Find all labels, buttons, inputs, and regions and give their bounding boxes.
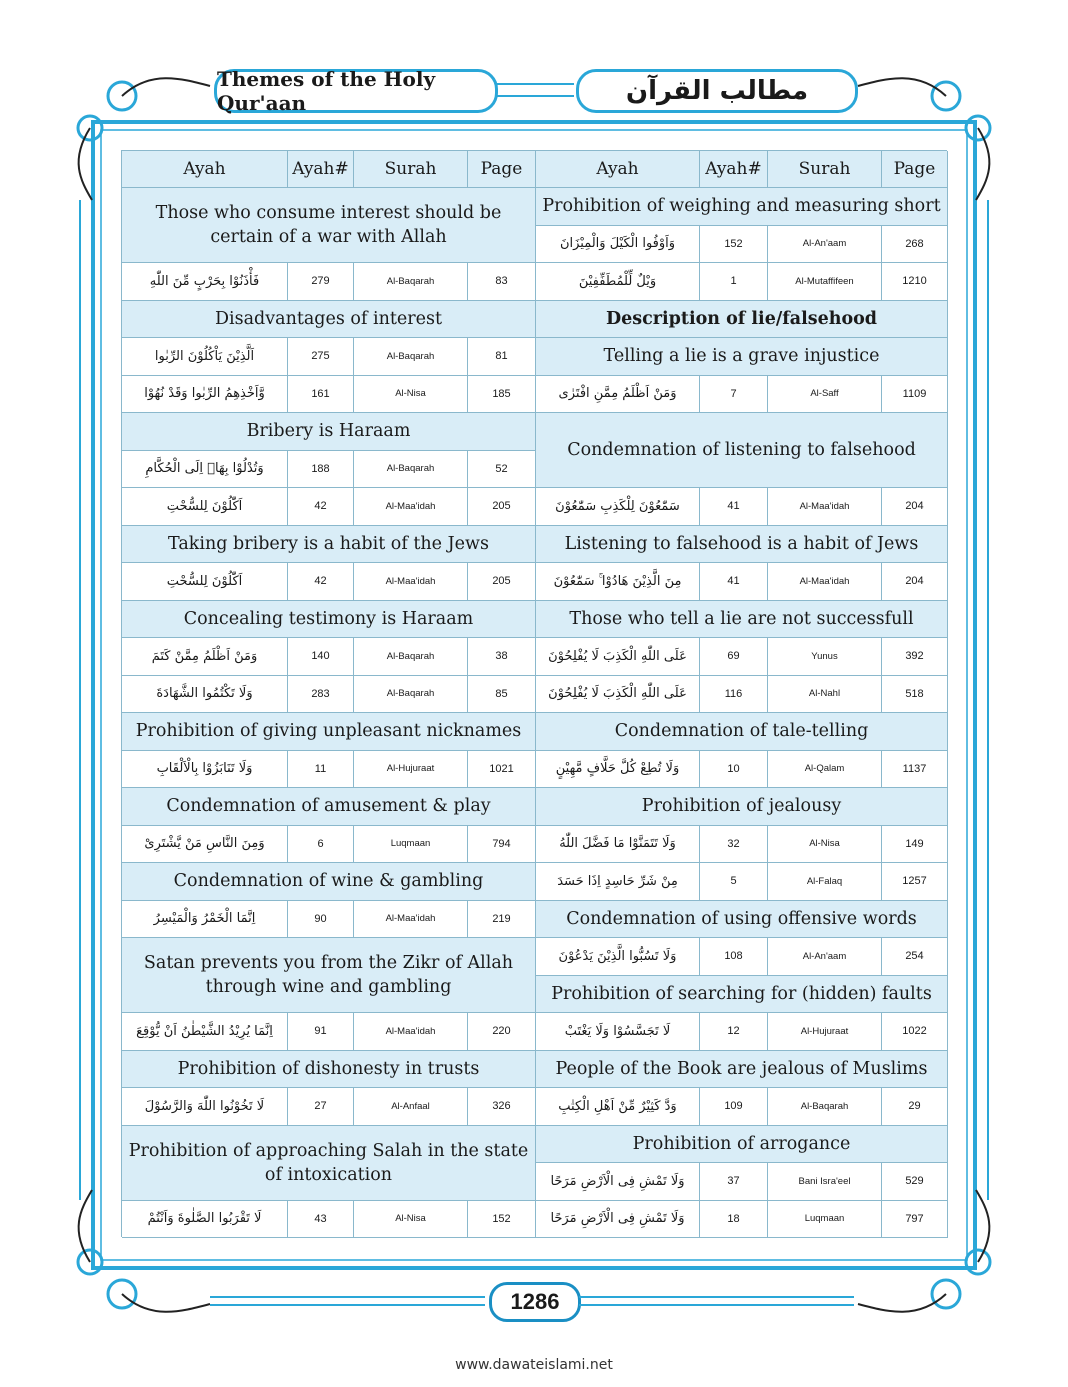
column-header-surah: Surah <box>354 151 468 188</box>
surah-name: Al-Nisa <box>768 826 882 864</box>
surah-name: Bani Isra'eel <box>768 1163 882 1201</box>
ayah-text: وَمَنْ اَظْلَمُ مِمَّنْ كَتَمَ <box>122 638 288 676</box>
page-ref: 83 <box>468 263 536 301</box>
section-heading: Condemnation of wine & gambling <box>122 863 536 901</box>
ayah-number: 69 <box>700 638 768 676</box>
section-heading: Bribery is Haraam <box>122 413 536 451</box>
ayah-number: 1 <box>700 263 768 301</box>
section-heading: Condemnation of tale-telling <box>536 713 948 751</box>
section-heading: Those who tell a lie are not successfull <box>536 601 948 639</box>
ayah-number: 275 <box>288 338 354 376</box>
surah-name: Al-Hujuraat <box>768 1013 882 1051</box>
page-ref: 149 <box>882 826 948 864</box>
page-ref: 529 <box>882 1163 948 1201</box>
surah-name: Al-Mutaffifeen <box>768 263 882 301</box>
ayah-text: اَكّٰلُوْنَ لِلسُّحْتِ <box>122 563 288 601</box>
ayah-number: 283 <box>288 676 354 714</box>
ayah-number: 43 <box>288 1201 354 1239</box>
ayah-text: لَا تَقْرَبُوا الصَّلٰوةَ وَاَنْتُمْ <box>122 1201 288 1239</box>
surah-name: Al-Baqarah <box>768 1088 882 1126</box>
column-header-page: Page <box>882 151 948 188</box>
section-heading: Description of lie/falsehood <box>536 301 948 339</box>
section-heading: Condemnation of amusement & play <box>122 788 536 826</box>
page-ref: 268 <box>882 226 948 264</box>
section-heading: Condemnation of listening to falsehood <box>536 413 948 488</box>
page-ref: 204 <box>882 563 948 601</box>
title-english: Themes of the Holy Qur'aan <box>214 69 498 113</box>
ayah-number: 152 <box>700 226 768 264</box>
surah-name: Al-Maa'idah <box>354 901 468 939</box>
surah-name: Al-Baqarah <box>354 263 468 301</box>
column-header-ayah-no: Ayah# <box>288 151 354 188</box>
ayah-text: وَلَا تَمْشِ فِی الْاَرْضِ مَرَحًا <box>536 1201 700 1239</box>
page-ref: 794 <box>468 826 536 864</box>
section-heading: People of the Book are jealous of Muslims <box>536 1051 948 1089</box>
ayah-number: 5 <box>700 863 768 901</box>
ayah-text: وَدَّ كَثِیْرٌ مِّنْ اَهْلِ الْكِتٰبِ <box>536 1088 700 1126</box>
section-heading: Telling a lie is a grave injustice <box>536 338 948 376</box>
surah-name: Al-Baqarah <box>354 676 468 714</box>
ayah-text: اَكّٰلُوْنَ لِلسُّحْتِ <box>122 488 288 526</box>
title-urdu: مطالب القرآن <box>576 69 858 113</box>
page-ref: 152 <box>468 1201 536 1239</box>
ayah-number: 41 <box>700 563 768 601</box>
page-ref: 326 <box>468 1088 536 1126</box>
ayah-text: لَا تَجَسَّسُوْا وَلَا یَغْتَبْ <box>536 1013 700 1051</box>
ayah-text: وَتُدْلُوْا بِهَاۤ اِلَى الْحُكَّامِ <box>122 451 288 489</box>
surah-name: Al-Nisa <box>354 1201 468 1239</box>
ayah-number: 12 <box>700 1013 768 1051</box>
ayah-number: 37 <box>700 1163 768 1201</box>
surah-name: Al-Hujuraat <box>354 751 468 789</box>
page-ref: 29 <box>882 1088 948 1126</box>
surah-name: Al-Baqarah <box>354 338 468 376</box>
ayah-number: 116 <box>700 676 768 714</box>
section-heading: Prohibition of giving unpleasant nicknames <box>122 713 536 751</box>
header-divider <box>497 83 574 97</box>
ayah-number: 109 <box>700 1088 768 1126</box>
surah-name: Al-Falaq <box>768 863 882 901</box>
page-ref: 38 <box>468 638 536 676</box>
column-header-surah: Surah <box>768 151 882 188</box>
surah-name: Al-Baqarah <box>354 638 468 676</box>
section-heading: Those who consume interest should be certain of a war with Allah <box>122 188 536 263</box>
section-heading: Concealing testimony is Haraam <box>122 601 536 639</box>
surah-name: Luqmaan <box>354 826 468 864</box>
section-heading: Taking bribery is a habit of the Jews <box>122 526 536 564</box>
ayah-text: وَاَوْفُوا الْكَیْلَ وَالْمِیْزَانَ <box>536 226 700 264</box>
page-ref: 392 <box>882 638 948 676</box>
section-heading: Disadvantages of interest <box>122 301 536 339</box>
ayah-text: وَمَنْ اَظْلَمُ مِمَّنِ افْتَرٰى <box>536 376 700 414</box>
page-ref: 81 <box>468 338 536 376</box>
surah-name: Al-Maa'idah <box>354 1013 468 1051</box>
ayah-number: 279 <box>288 263 354 301</box>
surah-name: Al-Maa'idah <box>768 563 882 601</box>
footer-divider-left <box>210 1296 485 1306</box>
ayah-number: 10 <box>700 751 768 789</box>
section-heading: Condemnation of using offensive words <box>536 901 948 939</box>
ayah-text: مِنَ الَّذِیْنَ هَادُوْا ۚۛ سَمّٰعُوْنَ <box>536 563 700 601</box>
ayah-text: عَلَى اللّٰهِ الْكَذِبَ لَا یُفْلِحُوْنَ <box>536 676 700 714</box>
ayah-number: 7 <box>700 376 768 414</box>
ayah-text: اِنَّمَا یُرِیْدُ الشَّیْطٰنُ اَنْ یُّوْقِعَ <box>122 1013 288 1051</box>
surah-name: Al-Qalam <box>768 751 882 789</box>
ayah-text: اَلَّذِیْنَ یَاْكُلُوْنَ الرِّبٰوا <box>122 338 288 376</box>
page-number: 1286 <box>489 1282 581 1322</box>
column-header-ayah: Ayah <box>122 151 288 188</box>
page-ref: 205 <box>468 563 536 601</box>
ayah-text: فَأْذَنُوْا بِحَرْبٍ مِّنَ اللّٰهِ <box>122 263 288 301</box>
ayah-text: لَا تَخُوْنُوا اللّٰهَ وَالرَّسُوْلَ <box>122 1088 288 1126</box>
page-ref: 185 <box>468 376 536 414</box>
ayah-number: 90 <box>288 901 354 939</box>
page-ref: 219 <box>468 901 536 939</box>
ayah-text: وَمِنَ النَّاسِ مَنْ یَّشْتَرِیْ <box>122 826 288 864</box>
ayah-number: 6 <box>288 826 354 864</box>
ayah-number: 91 <box>288 1013 354 1051</box>
ayah-text: وَلَا تَسُبُّوا الَّذِیْنَ یَدْعُوْنَ <box>536 938 700 976</box>
page-ref: 205 <box>468 488 536 526</box>
ayah-number: 140 <box>288 638 354 676</box>
page-ref: 254 <box>882 938 948 976</box>
ayah-text: وَلَا تَتَمَنَّوْا مَا فَضَّلَ اللّٰهُ <box>536 826 700 864</box>
page-ref: 1210 <box>882 263 948 301</box>
surah-name: Luqmaan <box>768 1201 882 1239</box>
surah-name: Al-An'aam <box>768 938 882 976</box>
page-ref: 1022 <box>882 1013 948 1051</box>
section-heading: Prohibition of searching for (hidden) faults <box>536 976 948 1014</box>
section-heading: Listening to falsehood is a habit of Jews <box>536 526 948 564</box>
column-header-page: Page <box>468 151 536 188</box>
ayah-text: اِنَّمَا الْخَمْرُ وَالْمَیْسِرُ <box>122 901 288 939</box>
ayah-number: 42 <box>288 563 354 601</box>
ayah-number: 18 <box>700 1201 768 1239</box>
ayah-number: 42 <box>288 488 354 526</box>
page-ref: 518 <box>882 676 948 714</box>
section-heading: Prohibition of jealousy <box>536 788 948 826</box>
page-ref: 797 <box>882 1201 948 1239</box>
footer-divider-right <box>579 1296 854 1306</box>
footer-url: www.dawateislami.net <box>455 1357 613 1373</box>
ayah-number: 27 <box>288 1088 354 1126</box>
ayah-text: وَلَا تَنَابَزُوْا بِالْاَلْقَابِ <box>122 751 288 789</box>
surah-name: Al-Maa'idah <box>354 488 468 526</box>
section-heading: Prohibition of dishonesty in trusts <box>122 1051 536 1089</box>
ayah-text: سَمّٰعُوْنَ لِلْكَذِبِ سَمّٰعُوْنَ <box>536 488 700 526</box>
ayah-text: وَلَا تُطِعْ كُلَّ حَلَّافٍ مَّهِیْنٍ <box>536 751 700 789</box>
page-ref: 1137 <box>882 751 948 789</box>
ayah-text: وَیْلٌ لِّلْمُطَفِّفِیْنَ <box>536 263 700 301</box>
surah-name: Yunus <box>768 638 882 676</box>
section-heading: Satan prevents you from the Zikr of Allah through wine and gambling <box>122 938 536 1013</box>
ayah-text: وَلَا تَمْشِ فِی الْاَرْضِ مَرَحًا <box>536 1163 700 1201</box>
surah-name: Al-Anfaal <box>354 1088 468 1126</box>
ayah-number: 11 <box>288 751 354 789</box>
ayah-number: 188 <box>288 451 354 489</box>
surah-name: Al-Baqarah <box>354 451 468 489</box>
ayah-number: 41 <box>700 488 768 526</box>
page-ref: 1257 <box>882 863 948 901</box>
page-ref: 1021 <box>468 751 536 789</box>
page-ref: 1109 <box>882 376 948 414</box>
ayah-number: 108 <box>700 938 768 976</box>
ayah-text: مِنْ شَرِّ حَاسِدٍ اِذَا حَسَدَ <box>536 863 700 901</box>
ayah-text: وَلَا تَكْتُمُوا الشَّهَادَةَ <box>122 676 288 714</box>
page-ref: 52 <box>468 451 536 489</box>
ayah-number: 32 <box>700 826 768 864</box>
column-header-ayah-no: Ayah# <box>700 151 768 188</box>
page-ref: 204 <box>882 488 948 526</box>
ayah-text: عَلَى اللّٰهِ الْكَذِبَ لَا یُفْلِحُوْنَ <box>536 638 700 676</box>
ayah-text: وَّاَخْذِهِمُ الرِّبٰوا وَقَدْ نُهُوْا <box>122 376 288 414</box>
section-heading: Prohibition of arrogance <box>536 1126 948 1164</box>
page-ref: 220 <box>468 1013 536 1051</box>
section-heading: Prohibition of approaching Salah in the state of intoxication <box>122 1126 536 1201</box>
surah-name: Al-An'aam <box>768 226 882 264</box>
surah-name: Al-Saff <box>768 376 882 414</box>
surah-name: Al-Nahl <box>768 676 882 714</box>
page-ref: 85 <box>468 676 536 714</box>
column-header-ayah: Ayah <box>536 151 700 188</box>
surah-name: Al-Maa'idah <box>354 563 468 601</box>
themes-table <box>121 150 947 1237</box>
ayah-number: 161 <box>288 376 354 414</box>
surah-name: Al-Maa'idah <box>768 488 882 526</box>
section-heading: Prohibition of weighing and measuring short <box>536 188 948 226</box>
surah-name: Al-Nisa <box>354 376 468 414</box>
